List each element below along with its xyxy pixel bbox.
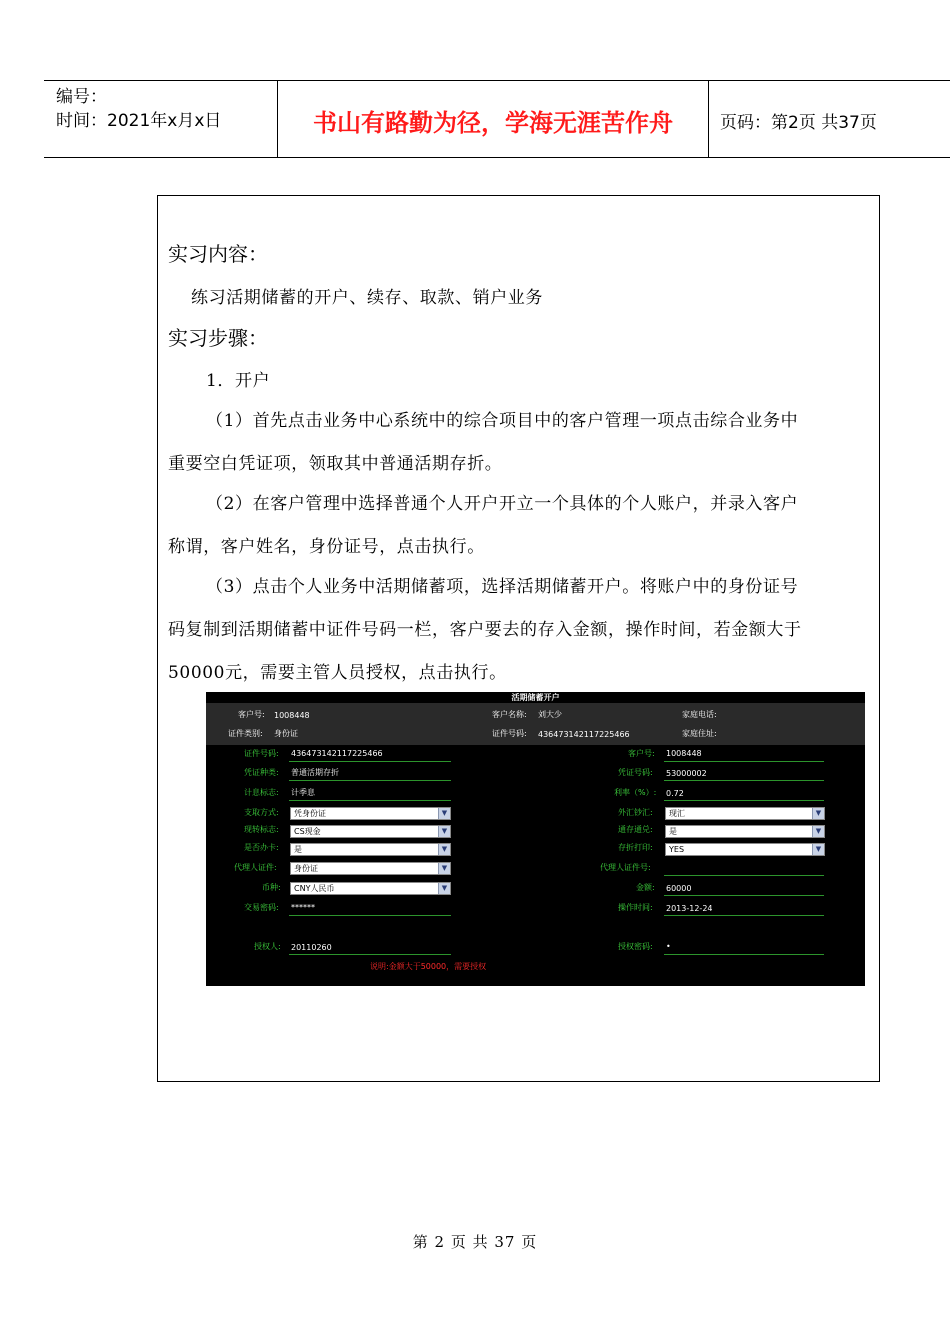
authorizer-value[interactable]: 20110260	[291, 943, 332, 952]
chevron-down-icon[interactable]: ▼	[812, 808, 824, 819]
chevron-down-icon[interactable]: ▼	[812, 844, 824, 855]
paragraph-3-line-2: 码复制到活期储蓄中证件号码一栏，客户要去的存入金额，操作时间，若金额大于	[168, 620, 802, 640]
interest-label: 计息标志:	[244, 788, 279, 797]
chevron-down-icon[interactable]: ▼	[438, 808, 450, 819]
header-divider-2	[708, 81, 709, 157]
withdraw-select[interactable]	[290, 807, 451, 820]
step-1-title: 1．开户	[206, 371, 271, 391]
paragraph-3-line-1: （3）点击个人业务中活期储蓄项，选择活期储蓄开户。将账户中的身份证号	[206, 577, 799, 597]
amount-underline	[664, 895, 824, 896]
top-cust-name-label: 客户名称:	[492, 710, 527, 719]
universal-select[interactable]	[665, 825, 825, 838]
rate-label: 利率（%）:	[614, 788, 657, 797]
authorizer-underline	[289, 954, 451, 955]
fx-selected: 现汇	[669, 809, 685, 818]
page-header	[44, 80, 950, 158]
op-time-label: 操作时间:	[618, 903, 653, 912]
cash-label: 现转标志:	[244, 825, 279, 834]
authorization-note: 说明:金额大于50000，需要授权	[370, 962, 487, 971]
chevron-down-icon[interactable]: ▼	[438, 826, 450, 837]
top-cust-no-label: 客户号:	[238, 710, 265, 719]
cash-select[interactable]	[290, 825, 451, 838]
fx-label: 外汇钞汇:	[618, 808, 653, 817]
voucher-type-value[interactable]: 普通活期存折	[291, 768, 339, 777]
header-page-info: 页码：第2页 共37页	[720, 113, 877, 133]
id-no-label: 证件号码:	[244, 749, 279, 758]
op-time-underline	[664, 915, 824, 916]
savings-open-account-screenshot	[206, 692, 865, 986]
paragraph-3-line-3: 50000元，需要主管人员授权，点击执行。	[168, 663, 507, 683]
card-label: 是否办卡:	[244, 843, 279, 852]
id-no-underline	[289, 761, 451, 762]
authorizer-label: 授权人:	[254, 942, 281, 951]
header-meta	[56, 85, 221, 133]
agent-id-label: 代理人证件:	[234, 863, 277, 872]
card-select[interactable]	[290, 843, 451, 856]
document-code-label: 编号：	[56, 87, 107, 107]
card-selected: 是	[294, 845, 302, 854]
voucher-no-label: 凭证号码:	[618, 768, 653, 777]
chevron-down-icon[interactable]: ▼	[438, 844, 450, 855]
page-footer: 第 2 页 共 37 页	[412, 1233, 538, 1251]
agent-id-select[interactable]	[290, 862, 451, 875]
customer-info-band	[206, 703, 865, 745]
voucher-no-underline	[664, 780, 824, 781]
top-id-type-label: 证件类别:	[228, 729, 263, 738]
amount-label: 金额:	[636, 883, 655, 892]
top-id-no: 436473142117225466	[538, 730, 630, 739]
right-cust-no-value[interactable]: 1008448	[666, 749, 702, 758]
currency-select[interactable]	[290, 882, 451, 895]
amount-value[interactable]: 60000	[666, 884, 692, 893]
right-cust-no-underline	[664, 761, 824, 762]
agent-no-label: 代理人证件号:	[600, 863, 651, 872]
agent-no-underline[interactable]	[664, 875, 824, 876]
form-title: 活期储蓄开户	[511, 693, 560, 702]
fx-select[interactable]	[665, 807, 825, 820]
top-id-type: 身份证	[274, 729, 298, 738]
rate-underline	[664, 800, 824, 801]
rate-value[interactable]: 0.72	[666, 789, 684, 798]
withdraw-label: 支取方式:	[244, 808, 279, 817]
chevron-down-icon[interactable]: ▼	[438, 863, 450, 874]
top-cust-no: 1008448	[274, 711, 310, 720]
paragraph-2-line-1: （2）在客户管理中选择普通个人开户开立一个具体的个人账户，并录入客户	[206, 494, 799, 514]
auth-pwd-label: 授权密码:	[618, 942, 653, 951]
top-home-addr-label: 家庭住址:	[682, 729, 717, 738]
voucher-type-underline	[289, 780, 451, 781]
header-motto: 书山有路勤为径，学海无涯苦作舟	[313, 109, 673, 137]
chevron-down-icon[interactable]: ▼	[438, 883, 450, 894]
paragraph-1-line-2: 重要空白凭证项，领取其中普通活期存折。	[168, 454, 503, 474]
paragraph-2-line-2: 称谓，客户姓名，身份证号，点击执行。	[168, 537, 485, 557]
content-box	[157, 195, 880, 1082]
currency-label: 币种:	[262, 883, 281, 892]
heading-steps: 实习步骤：	[168, 326, 268, 350]
top-home-phone-label: 家庭电话:	[682, 710, 717, 719]
interest-value[interactable]: 计季息	[291, 788, 315, 797]
agent-id-selected: 身份证	[294, 864, 318, 873]
top-cust-name: 刘大少	[538, 710, 562, 719]
voucher-type-label: 凭证种类:	[244, 768, 279, 777]
intro-text: 练习活期储蓄的开户、续存、取款、销户业务	[191, 288, 543, 308]
universal-label: 通存通兑:	[618, 825, 653, 834]
paragraph-1-line-1: （1）首先点击业务中心系统中的综合项目中的客户管理一项点击综合业务中	[206, 411, 799, 431]
auth-pwd-value[interactable]: •	[666, 942, 671, 951]
chevron-down-icon[interactable]: ▼	[812, 826, 824, 837]
currency-selected: CNY人民币	[294, 884, 335, 893]
right-cust-no-label: 客户号:	[628, 749, 655, 758]
id-no-value[interactable]: 436473142117225466	[291, 749, 383, 758]
print-select[interactable]	[665, 843, 825, 856]
document-date: 时间：2021年x月x日	[56, 111, 222, 131]
password-label: 交易密码:	[244, 903, 279, 912]
interest-underline	[289, 800, 451, 801]
op-time-value[interactable]: 2013-12-24	[666, 904, 713, 913]
heading-content: 实习内容：	[168, 242, 268, 266]
print-selected: YES	[669, 845, 685, 854]
cash-selected: CS现金	[294, 827, 321, 836]
universal-selected: 是	[669, 827, 677, 836]
print-label: 存折打印:	[618, 843, 653, 852]
withdraw-selected: 凭身份证	[294, 809, 326, 818]
password-underline	[289, 915, 451, 916]
auth-pwd-underline	[664, 954, 824, 955]
top-id-no-label: 证件号码:	[492, 729, 527, 738]
voucher-no-value[interactable]: 53000002	[666, 769, 707, 778]
password-value[interactable]: ******	[291, 903, 315, 912]
